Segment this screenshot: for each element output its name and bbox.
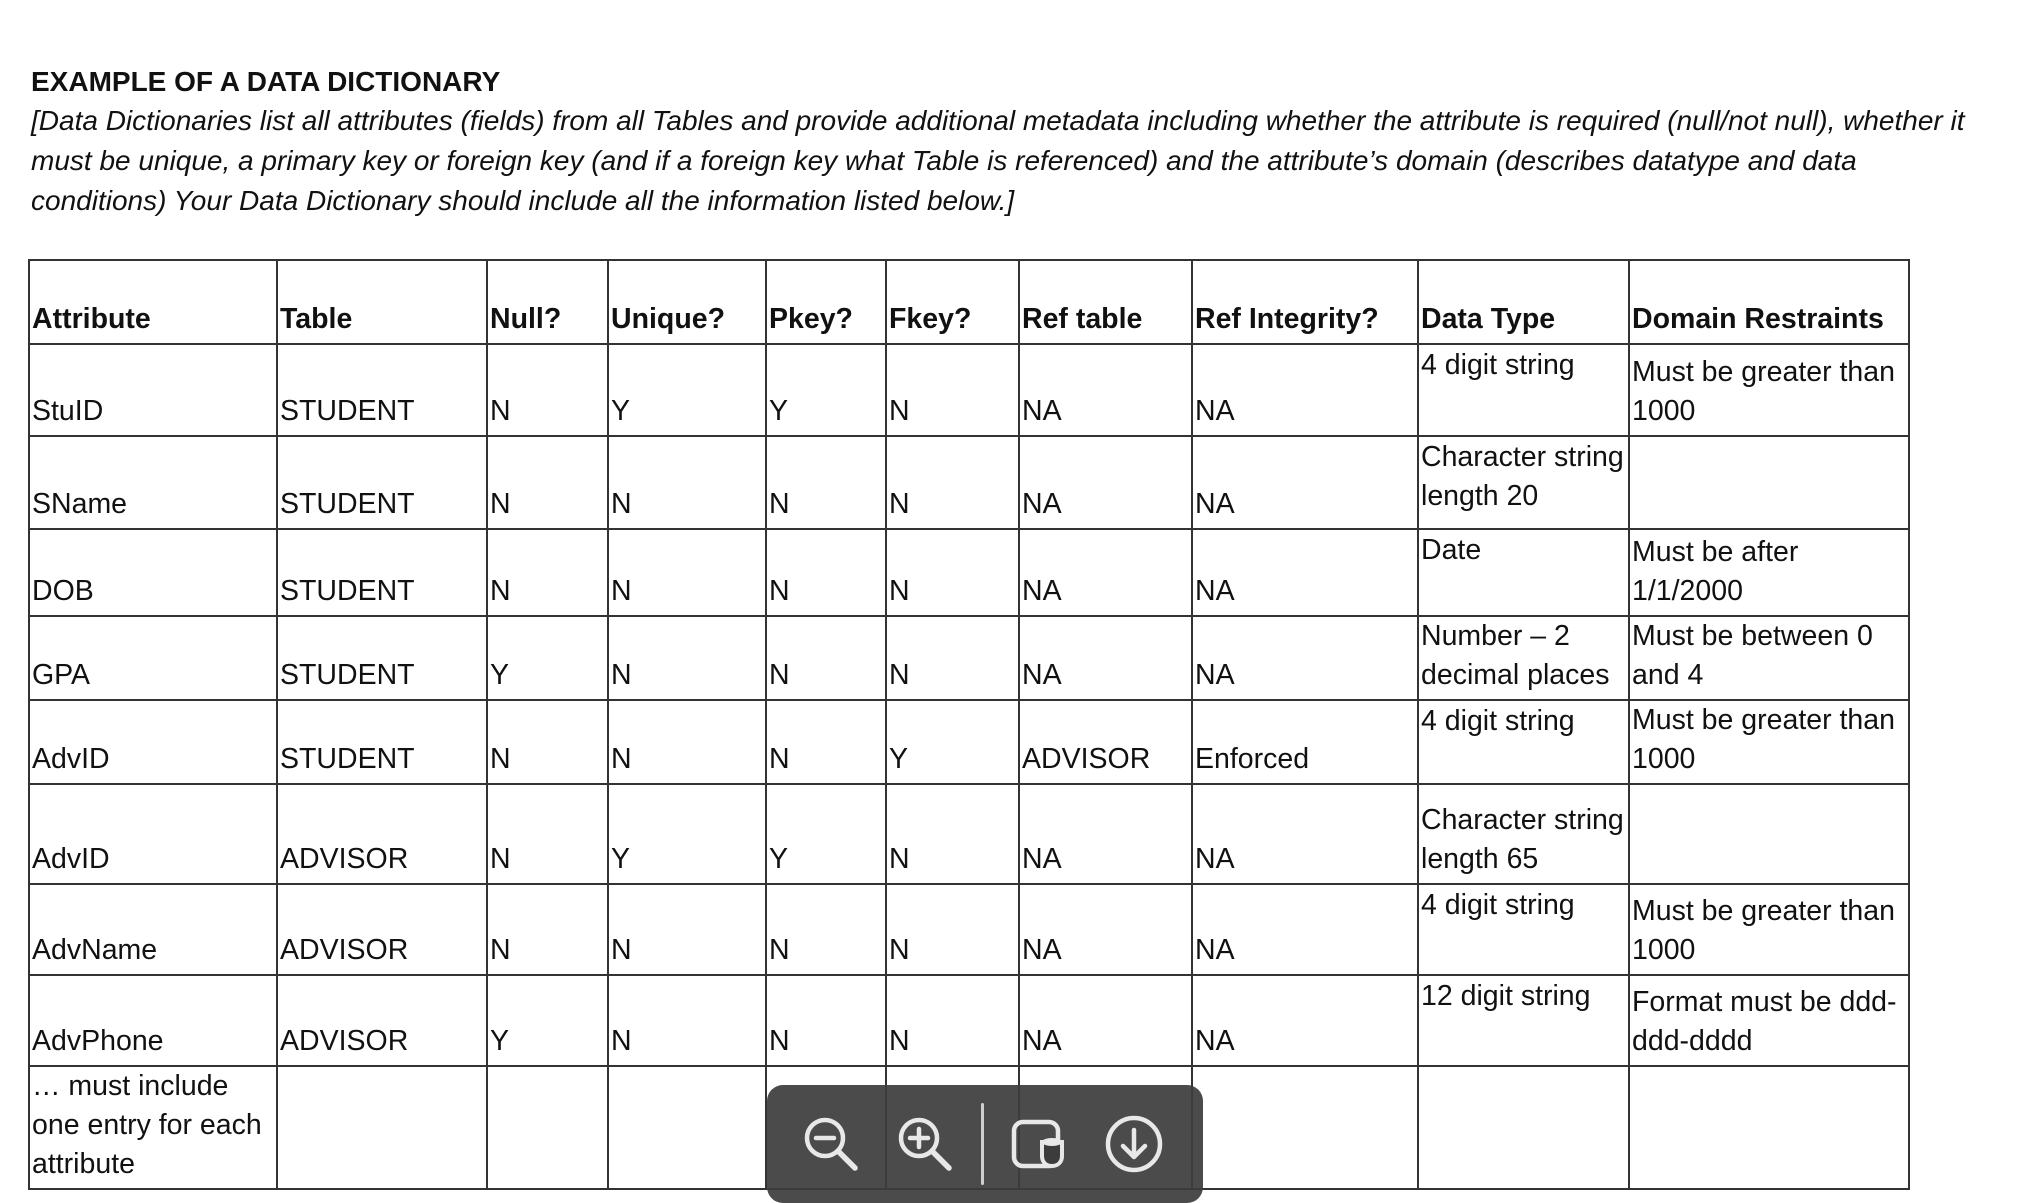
table-cell: STUDENT [277, 436, 487, 529]
column-header: Ref Integrity? [1192, 260, 1418, 344]
download-button[interactable] [1096, 1106, 1172, 1182]
table-cell: Y [608, 344, 766, 436]
table-cell: ADVISOR [277, 784, 487, 884]
table-cell [608, 1066, 766, 1189]
table-cell: 4 digit string [1418, 700, 1629, 784]
toolbar-separator [981, 1103, 984, 1185]
table-cell: N [886, 784, 1019, 884]
viewer-toolbar [767, 1085, 1203, 1203]
table-cell: N [766, 436, 886, 529]
table-cell: STUDENT [277, 616, 487, 700]
table-cell [277, 1066, 487, 1189]
table-cell: NA [1019, 344, 1192, 436]
table-cell: N [608, 436, 766, 529]
zoom-in-button[interactable] [887, 1106, 963, 1182]
column-header: Domain Restraints [1629, 260, 1909, 344]
column-header: Data Type [1418, 260, 1629, 344]
table-cell [1629, 784, 1909, 884]
markup-button[interactable] [1002, 1106, 1078, 1182]
table-cell: Must be greater than 1000 [1629, 700, 1909, 784]
table-cell: NA [1192, 436, 1418, 529]
table-cell: N [487, 436, 608, 529]
table-cell: N [886, 884, 1019, 975]
table-cell: Must be greater than 1000 [1629, 884, 1909, 975]
table-cell: N [487, 700, 608, 784]
column-header: Pkey? [766, 260, 886, 344]
table-cell: ADVISOR [277, 975, 487, 1066]
table-cell: ADVISOR [277, 884, 487, 975]
table-cell: NA [1019, 616, 1192, 700]
table-row [29, 784, 1909, 884]
table-cell: N [487, 784, 608, 884]
table-cell: NA [1192, 975, 1418, 1066]
zoom-out-button[interactable] [793, 1106, 869, 1182]
table-cell: N [886, 344, 1019, 436]
table-cell [1418, 1066, 1629, 1189]
table-cell: SName [29, 436, 277, 529]
table-cell: N [886, 529, 1019, 616]
table-cell: N [608, 884, 766, 975]
table-cell: N [766, 529, 886, 616]
table-cell: 12 digit string [1418, 975, 1629, 1066]
table-cell: Character string length 65 [1418, 784, 1629, 884]
table-cell: N [766, 616, 886, 700]
table-cell: NA [1019, 884, 1192, 975]
zoom-in-icon [893, 1112, 957, 1176]
table-cell: N [608, 616, 766, 700]
table-cell: NA [1019, 784, 1192, 884]
table-cell [1629, 436, 1909, 529]
table-cell: N [487, 529, 608, 616]
table-cell: NA [1192, 529, 1418, 616]
table-cell: Y [766, 344, 886, 436]
table-cell: AdvPhone [29, 975, 277, 1066]
table-cell [487, 1066, 608, 1189]
document-heading: EXAMPLE OF A DATA DICTIONARY [31, 66, 501, 97]
table-row [29, 975, 1909, 1066]
table-cell: N [608, 700, 766, 784]
table-cell: STUDENT [277, 700, 487, 784]
table-cell: N [886, 616, 1019, 700]
table-cell: Must be greater than 1000 [1629, 344, 1909, 436]
column-header: Ref table [1019, 260, 1192, 344]
table-row [29, 700, 1909, 784]
column-header: Fkey? [886, 260, 1019, 344]
column-header: Null? [487, 260, 608, 344]
table-cell: STUDENT [277, 529, 487, 616]
column-header: Table [277, 260, 487, 344]
table-cell: Format must be ddd-ddd-dddd [1629, 975, 1909, 1066]
table-cell: N [487, 344, 608, 436]
table-row [29, 436, 1909, 529]
table-cell: NA [1019, 529, 1192, 616]
table-cell: N [608, 975, 766, 1066]
table-cell: Character string length 20 [1418, 436, 1629, 529]
table-cell: GPA [29, 616, 277, 700]
table-cell: Y [766, 784, 886, 884]
table-cell: NA [1192, 884, 1418, 975]
document-intro: [Data Dictionaries list all attributes (fields) from all Tables and provide additional metadata including whether the attribute is required (null/not null), whether it must be unique, a primary key or foreign key (and if a foreign key what Table is referenced) and the attribute’s domain (describes datatype and data conditions) Your Data Dictionary should include all the information listed below.] [31, 105, 1965, 216]
table-cell: NA [1192, 784, 1418, 884]
table-cell: Must be between 0 and 4 [1629, 616, 1909, 700]
table-cell: N [487, 884, 608, 975]
table-row [29, 344, 1909, 436]
table-row [29, 529, 1909, 616]
markup-icon [1008, 1112, 1072, 1176]
table-row [29, 884, 1909, 975]
table-cell: Must be after 1/1/2000 [1629, 529, 1909, 616]
table-cell: Y [487, 975, 608, 1066]
table-cell: DOB [29, 529, 277, 616]
table-header-row [29, 260, 1909, 344]
table-cell: N [886, 436, 1019, 529]
zoom-out-icon [799, 1112, 863, 1176]
table-cell: N [766, 975, 886, 1066]
table-cell: 4 digit string [1418, 344, 1629, 436]
table-cell: Number – 2 decimal places [1418, 616, 1629, 700]
table-cell: AdvID [29, 700, 277, 784]
table-cell: StuID [29, 344, 277, 436]
table-cell: Y [487, 616, 608, 700]
table-cell: Y [608, 784, 766, 884]
column-header: Attribute [29, 260, 277, 344]
table-cell: AdvID [29, 784, 277, 884]
table-cell: N [886, 975, 1019, 1066]
table-cell: Enforced [1192, 700, 1418, 784]
table-cell: N [766, 884, 886, 975]
table-cell [1629, 1066, 1909, 1189]
table-cell: AdvName [29, 884, 277, 975]
table-row [29, 616, 1909, 700]
table-cell: NA [1192, 344, 1418, 436]
table-cell: … must include one entry for each attribute [29, 1066, 277, 1189]
data-dictionary-table [28, 259, 1910, 1190]
table-cell: NA [1019, 975, 1192, 1066]
table-cell: N [608, 529, 766, 616]
column-header: Unique? [608, 260, 766, 344]
download-icon [1102, 1112, 1166, 1176]
table-cell: 4 digit string [1418, 884, 1629, 975]
table-cell: NA [1192, 616, 1418, 700]
table-cell: N [766, 700, 886, 784]
table-cell: STUDENT [277, 344, 487, 436]
table-cell: NA [1019, 436, 1192, 529]
table-cell: Date [1418, 529, 1629, 616]
table-cell: Y [886, 700, 1019, 784]
table-cell [1192, 1066, 1418, 1189]
table-cell: ADVISOR [1019, 700, 1192, 784]
